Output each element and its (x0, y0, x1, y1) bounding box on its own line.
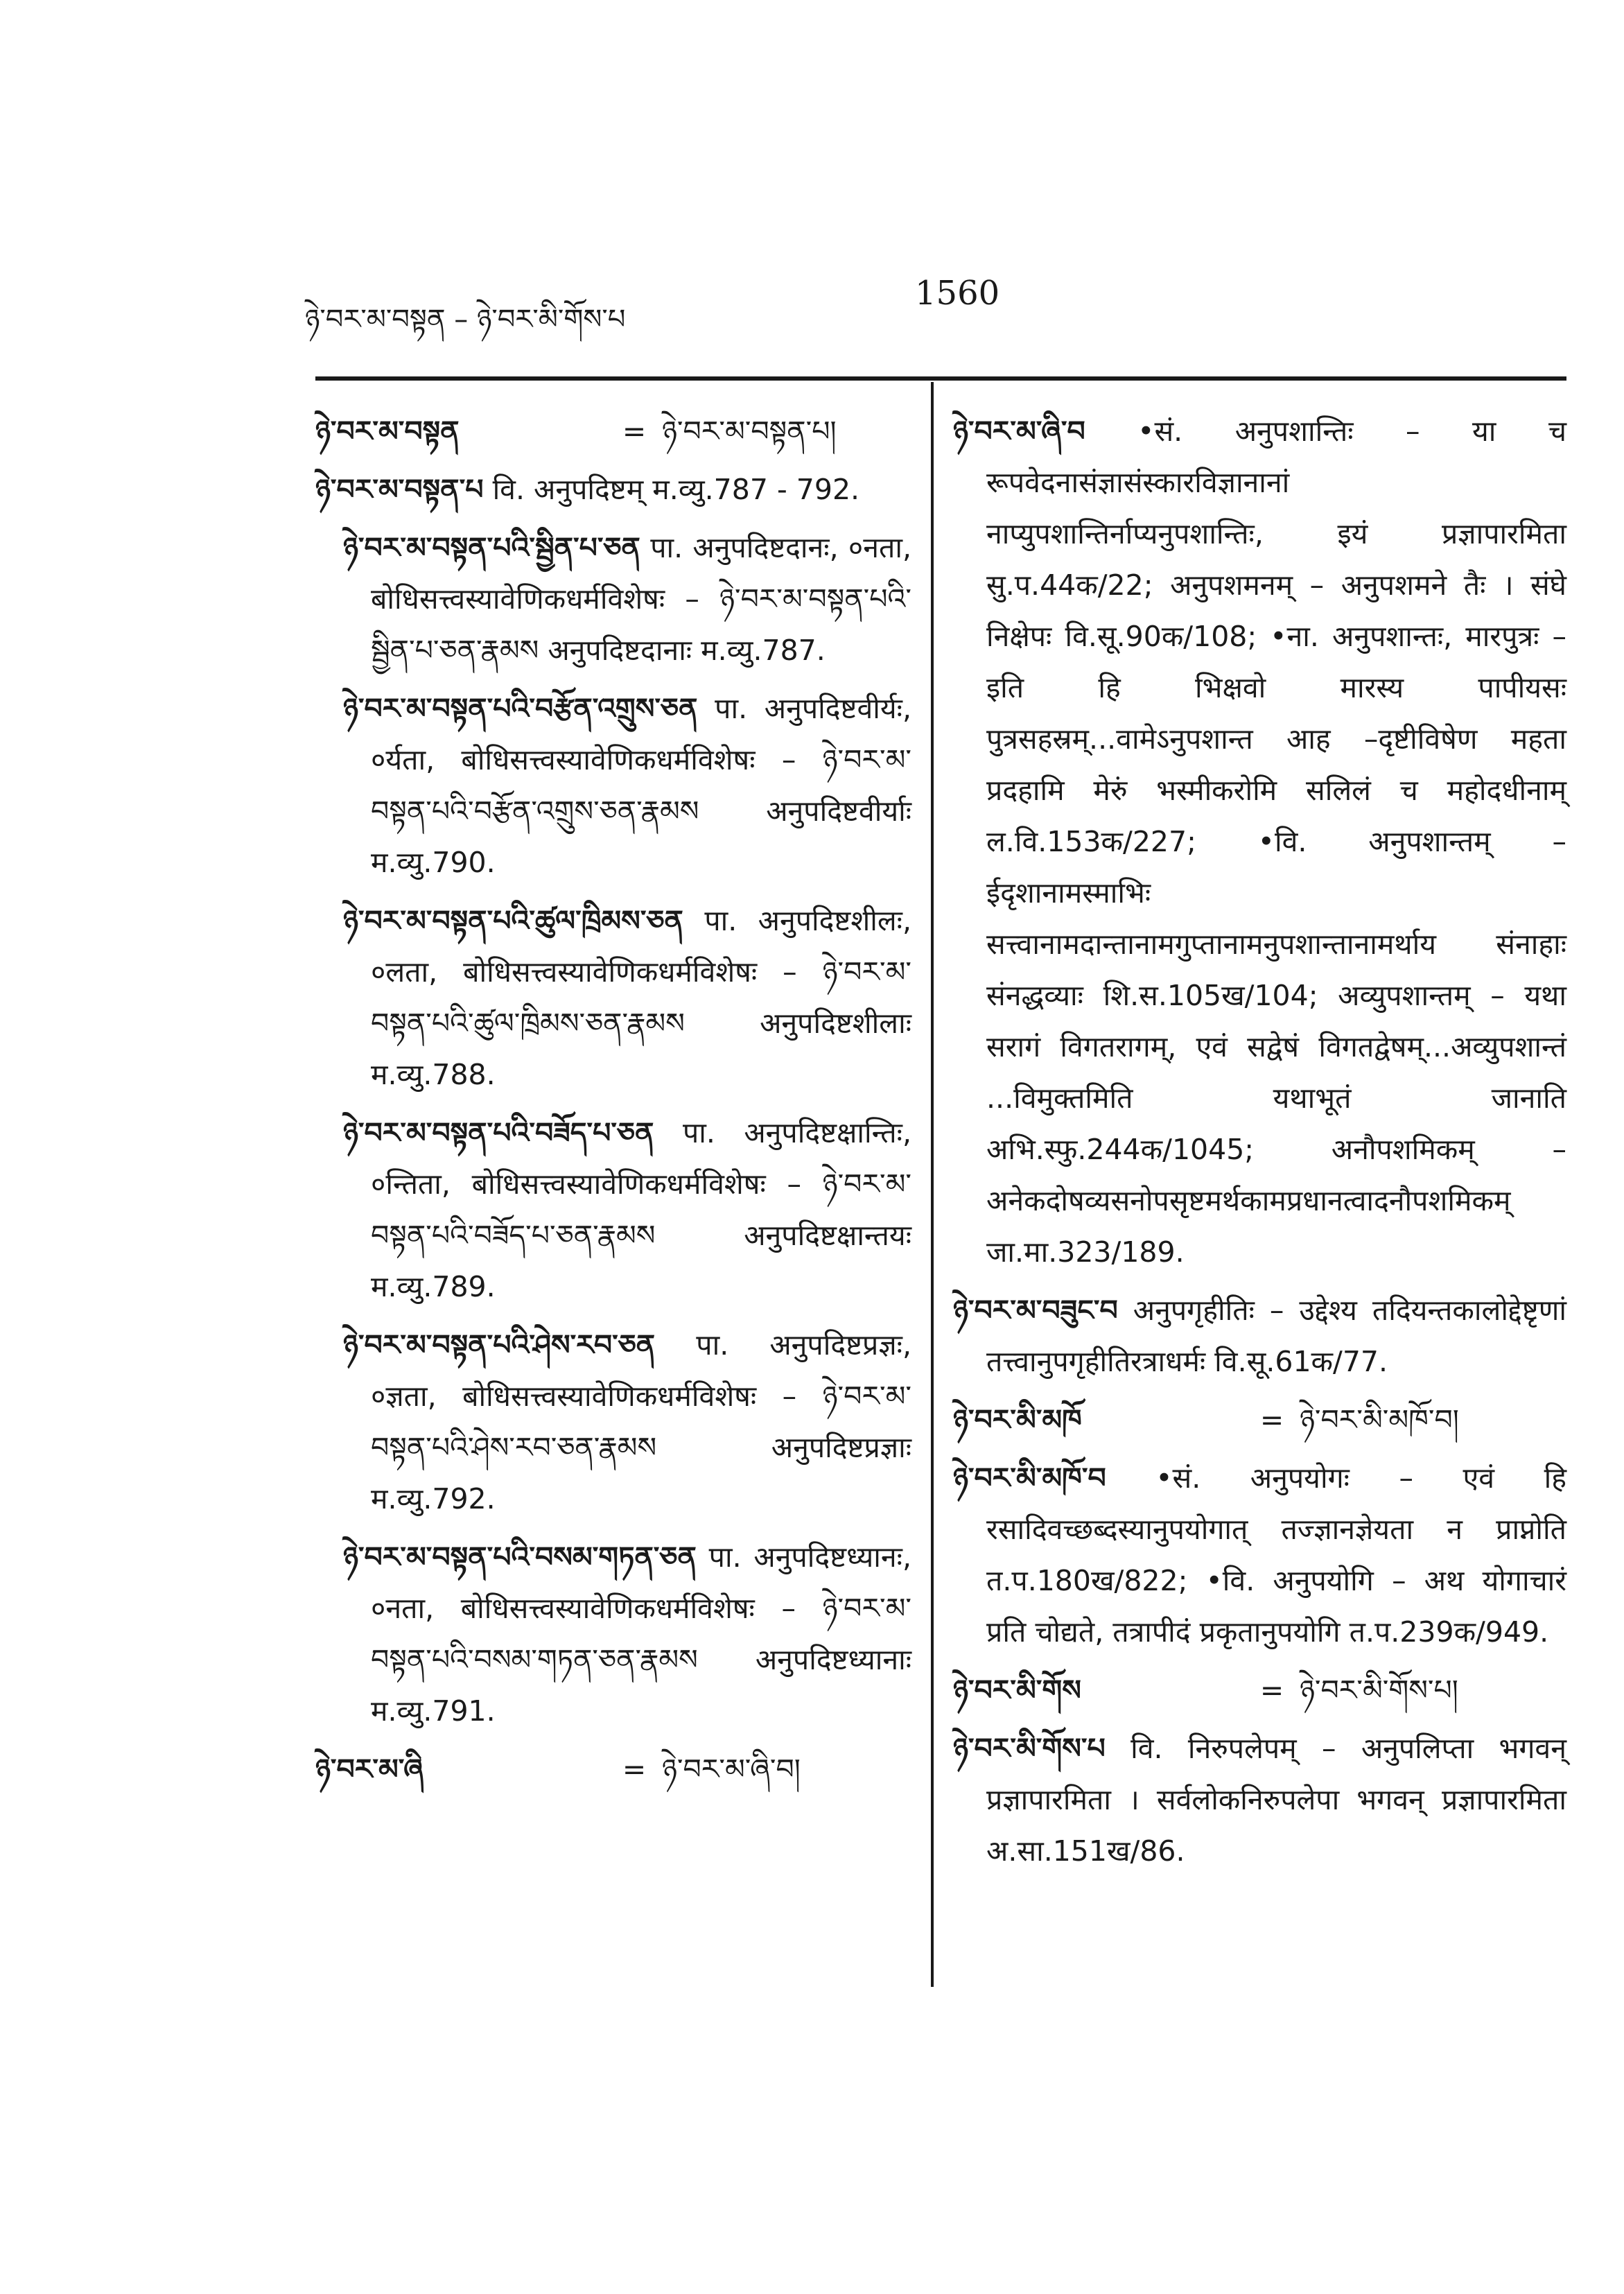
sub-entry (343, 522, 911, 676)
entry-headword: ཉེ་བར་མི་མཁོ་བ (953, 1461, 1106, 1495)
sub-entry (343, 1107, 911, 1312)
sub-entry (343, 1319, 911, 1524)
entry-headword: ཉེ་བར་མ་བསྟན་པའི་སྦྱིན་པ་ཅན (343, 531, 640, 564)
entry-definition: पा. अनुपदिष्टप्रज्ञः, ०ज्ञता, बोधिसत्त्वस्यावेणिकधर्मविशेषः – ཉེ་བར་མ་བསྟན་པའི་ཤེས་རབ་ཅན་རྣམས अनुपदिष्टप्रज्ञाः म.व्यु.792. (371, 1328, 911, 1515)
entry-definition: पा. अनुपदिष्टदानः, ०नता, बोधिसत्त्वस्यावेणिकधर्मविशेषः – ཉེ་བར་མ་བསྟན་པའི་སྦྱིན་པ་ཅན་རྣམས अनुपदिष्टदानाः म.व्यु.787. (371, 531, 911, 667)
page-number: 1560 (915, 274, 1000, 313)
equals-sign: = (1259, 1674, 1284, 1707)
entry-definition: •सं. अनुपयोगः – एवं हि रसादिवच्छब्दस्यानुपयोगात् तज्ज्ञानज्ञेयता न प्राप्नोति त.प.180ख/822; •वि. अनुपयोगि – अथ योगाचारं प्रति चोद्यते, तत्रापीदं प्रकृतानुपयोगि त.प.239क/949. (986, 1461, 1566, 1649)
entry-headword: ཉེ་བར་མ་བསྟན་པའི་ཚུལ་ཁྲིམས་ཅན (343, 904, 683, 937)
cross-reference-entry (315, 406, 911, 457)
entry-headword: ཉེ་བར་མ་ཞི་བ (953, 415, 1085, 448)
entry-definition: पा. अनुपदिष्टशीलः, ०लता, बोधिसत्त्वस्यावेणिकधर्मविशेषः – ཉེ་བར་མ་བསྟན་པའི་ཚུལ་ཁྲིམས་ཅན་རྣམས अनुपदिष्टशीलाः म.व्यु.788. (371, 904, 911, 1091)
page-header (305, 274, 1553, 336)
entry-headword: ཉེ་བར་མི་གོས (953, 1674, 1081, 1707)
cross-reference-target: ཉེ་བར་མི་མཁོ་བ། (1300, 1403, 1459, 1436)
equals-sign: = (1259, 1403, 1284, 1436)
cross-reference-target: ཉེ་བར་མ་བསྟན་པ། (662, 415, 837, 448)
header-rule (315, 376, 1566, 381)
sub-entry (343, 895, 911, 1100)
cross-reference-entry (953, 1665, 1566, 1716)
entry-definition: •सं. अनुपशान्तिः – या च रूपवेदनासंज्ञासंस्कारविज्ञानानां नाप्युपशान्तिर्नाप्यनुपशान्तिः, इयं प्रज्ञापारमिता सु.प.44क/22; अनुपशमनम् – अनुपशमने तैः । संघे निक्षेपः वि.सू.90क/108; •ना. अनुपशान्तः, मारपुत्रः – इति हि भिक्षवो मारस्य पापीयसः पुत्रसहस्रम्...वामेऽनुपशान्त आह –दृष्टीविषेण महता प्रदहामि मेरुं भस्मीकरोमि सलिलं च महोदधीनाम् ल.वि.153क/227; •वि. अनुपशान्तम् – ईदृशानामस्माभिः सत्त्वानामदान्तानामगुप्तानामनुपशान्तानामर्थाय संनाहाः संनद्धव्याः शि.स.105ख/104; अव्युपशान्तम् – यथा सरागं विगतरागम्, एवं सद्वेषं विगतद्वेषम्...अव्युपशान्तं ...विमुक्तमिति यथाभूतं जानाति अभि.स्फु.244क/1045; अनौपशमिकम् – अनेकदोषव्यसनोपसृष्टमर्थकामप्रधानत्वादनौपशमिकम् जा.मा.323/189. (986, 415, 1566, 1269)
dictionary-entry (953, 406, 1566, 1278)
entry-headword: ཉེ་བར་མ་བསྟན་པའི་བརྩོན་འགྲུས་ཅན (343, 692, 698, 725)
cross-reference-target: ཉེ་བར་མི་གོས་པ། (1300, 1674, 1458, 1707)
sub-entry (343, 1531, 911, 1737)
equals-sign: = (622, 415, 647, 448)
entry-headword: ཉེ་བར་མི་གོས་པ (953, 1732, 1106, 1765)
entry-definition: वि. निरुपलेपम् – अनुपलिप्ता भगवन् प्रज्ञापारमिता । सर्वलोकनिरुपलेपा भगवन् प्रज्ञापारमिता अ.सा.151ख/86. (986, 1732, 1566, 1868)
entry-definition: अनुपगृहीतिः – उद्देश्य तदियन्तकालोद्देष्टृणां तत्त्वानुपगृहीतिरत्राधर्मः वि.सू.61क/77. (986, 1294, 1566, 1378)
sub-entry (343, 683, 911, 888)
entry-headword: ཉེ་བར་མ་བཟུང་བ (953, 1294, 1118, 1327)
dictionary-entry (315, 464, 911, 515)
cross-reference-target: ཉེ་བར་མ་ཞི་བ། (662, 1753, 801, 1786)
dictionary-entry (953, 1452, 1566, 1658)
column-divider (931, 382, 934, 1987)
equals-sign: = (622, 1753, 647, 1786)
right-column (953, 406, 1566, 1884)
entry-definition: पा. अनुपदिष्टध्यानः, ०नता, बोधिसत्त्वस्यावेणिकधर्मविशेषः – ཉེ་བར་མ་བསྟན་པའི་བསམ་གཏན་ཅན་རྣམས अनुपदिष्टध्यानाः म.व्यु.791. (371, 1540, 911, 1728)
cross-reference-entry (315, 1744, 911, 1795)
entry-headword: ཉེ་བར་མ་བསྟན་པའི་བཟོད་པ་ཅན (343, 1116, 654, 1149)
dictionary-entry (953, 1285, 1566, 1387)
running-head: ཉེ་བར་མ་བསྟན – ཉེ་བར་མི་གོས་པ (305, 304, 626, 336)
entry-headword: ཉེ་བར་མ་བསྟན་པའི་བསམ་གཏན་ཅན (343, 1540, 697, 1574)
dictionary-entry (953, 1723, 1566, 1877)
left-column (315, 406, 911, 1802)
entry-headword: ཉེ་བར་མ་ཞི (315, 1753, 424, 1786)
entry-headword: ཉེ་བར་མ་བསྟན (315, 415, 460, 448)
entry-definition: वि. अनुपदिष्टम् म.व्यु.787 - 792. (492, 473, 860, 506)
entry-headword: ཉེ་བར་མི་མཁོ (953, 1403, 1082, 1436)
entry-definition: पा. अनुपदिष्टक्षान्तिः, ०न्तिता, बोधिसत्त्वस्यावेणिकधर्मविशेषः – ཉེ་བར་མ་བསྟན་པའི་བཟོད་པ་ཅན་རྣམས अनुपदिष्टक्षान्तयः म.व्यु.789. (371, 1116, 911, 1303)
cross-reference-entry (953, 1394, 1566, 1445)
entry-headword: ཉེ་བར་མ་བསྟན་པ (315, 473, 484, 506)
entry-headword: ཉེ་བར་མ་བསྟན་པའི་ཤེས་རབ་ཅན (343, 1328, 656, 1362)
entry-definition: पा. अनुपदिष्टवीर्यः, ०र्यता, बोधिसत्त्वस्यावेणिकधर्मविशेषः – ཉེ་བར་མ་བསྟན་པའི་བརྩོན་འགྲུས་ཅན་རྣམས अनुपदिष्टवीर्याः म.व्यु.790. (371, 692, 911, 879)
